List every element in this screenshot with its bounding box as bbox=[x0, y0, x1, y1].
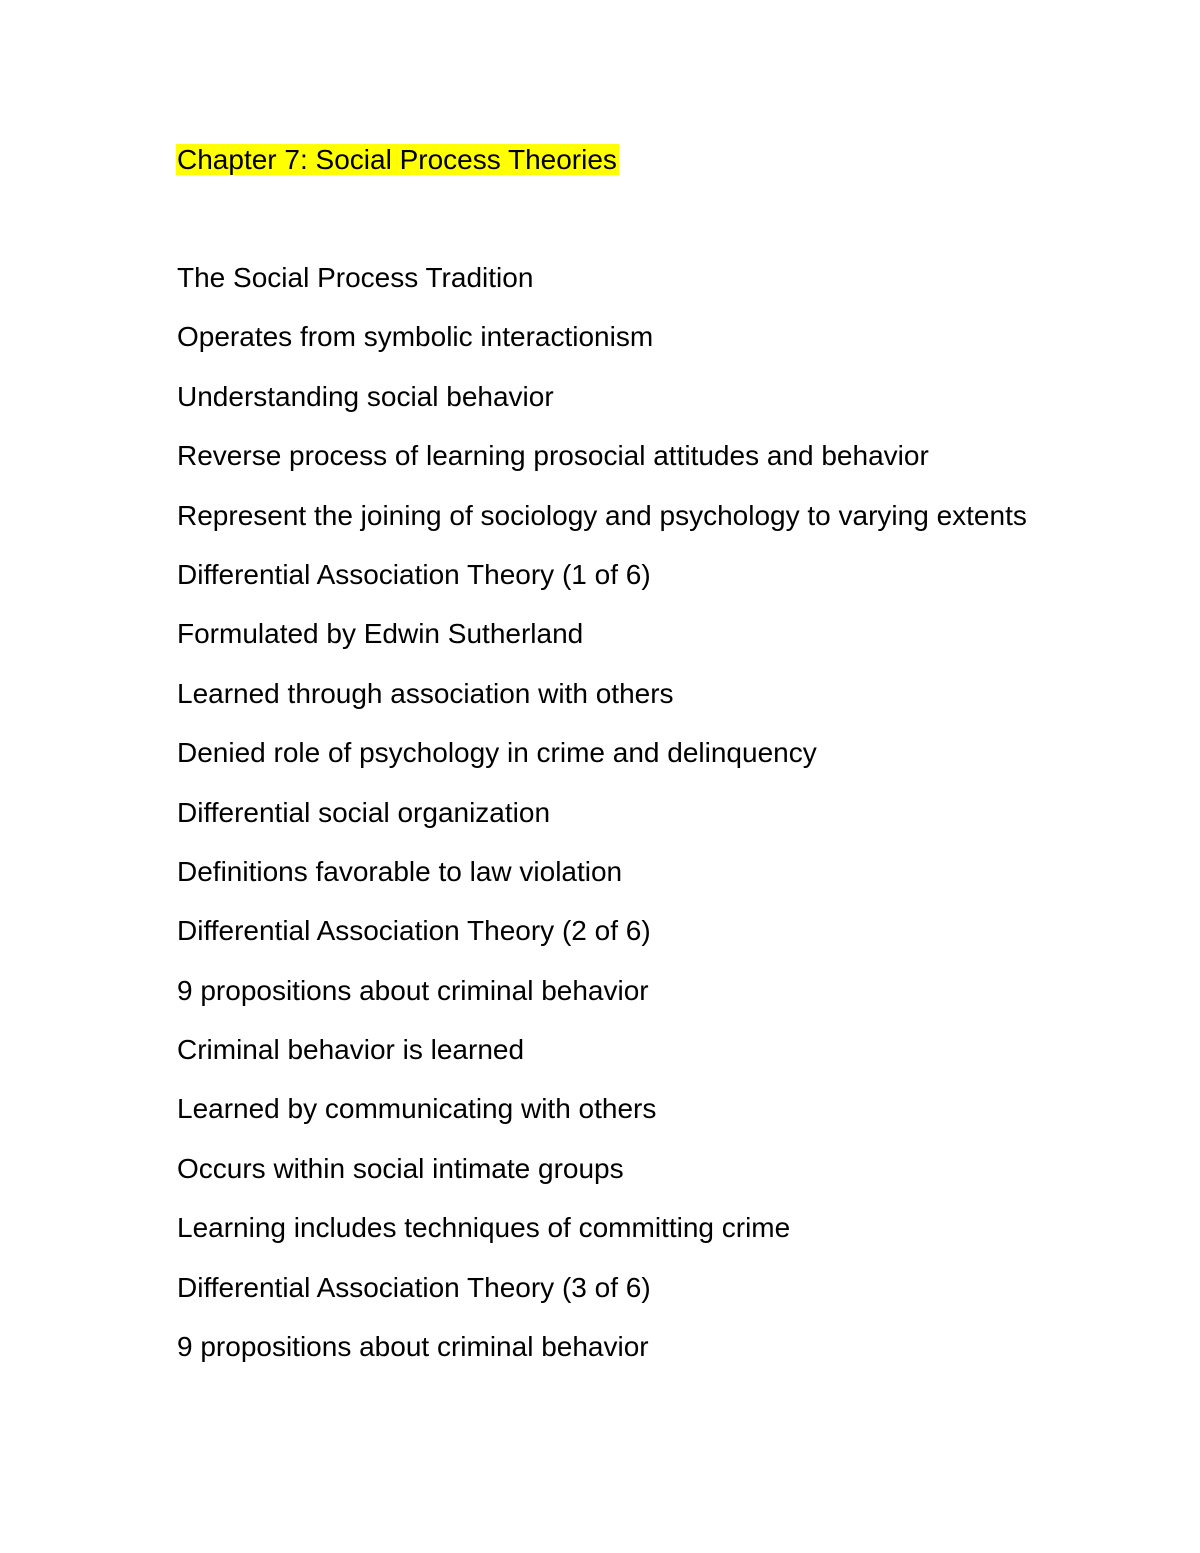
list-item: Learned by communicating with others bbox=[177, 1093, 657, 1125]
list-item: Differential social organization bbox=[177, 796, 551, 828]
list-item: The Social Process Tradition bbox=[177, 262, 534, 293]
list-item: Understanding social behavior bbox=[177, 380, 554, 412]
list-item: Reverse process of learning prosocial attitudes and behavior bbox=[177, 440, 929, 472]
list-item: Definitions favorable to law violation bbox=[177, 855, 623, 887]
list-item: 9 propositions about criminal behavior bbox=[177, 1331, 649, 1363]
list-item: Operates from symbolic interactionism bbox=[177, 321, 654, 353]
chapter-title bbox=[176, 141, 619, 179]
notes-list bbox=[177, 260, 1037, 1388]
list-item: Formulated by Edwin Sutherland bbox=[177, 618, 584, 650]
list-item: Represent the joining of sociology and psychology to varying extents bbox=[177, 499, 1027, 531]
list-item: Occurs within social intimate groups bbox=[177, 1152, 624, 1184]
list-item: Differential Association Theory (1 of 6) bbox=[177, 558, 651, 590]
list-item: Differential Association Theory (2 of 6) bbox=[177, 915, 651, 947]
list-item: Differential Association Theory (3 of 6) bbox=[177, 1271, 651, 1303]
list-item: Criminal behavior is learned bbox=[177, 1034, 525, 1066]
list-item: Learned through association with others bbox=[177, 677, 674, 709]
list-item: Denied role of psychology in crime and delinquency bbox=[177, 737, 817, 769]
list-item: 9 propositions about criminal behavior bbox=[177, 974, 649, 1006]
chapter-title-highlight: Chapter 7: Social Process Theories bbox=[177, 144, 617, 175]
list-item: Learning includes techniques of committing crime bbox=[177, 1212, 791, 1244]
